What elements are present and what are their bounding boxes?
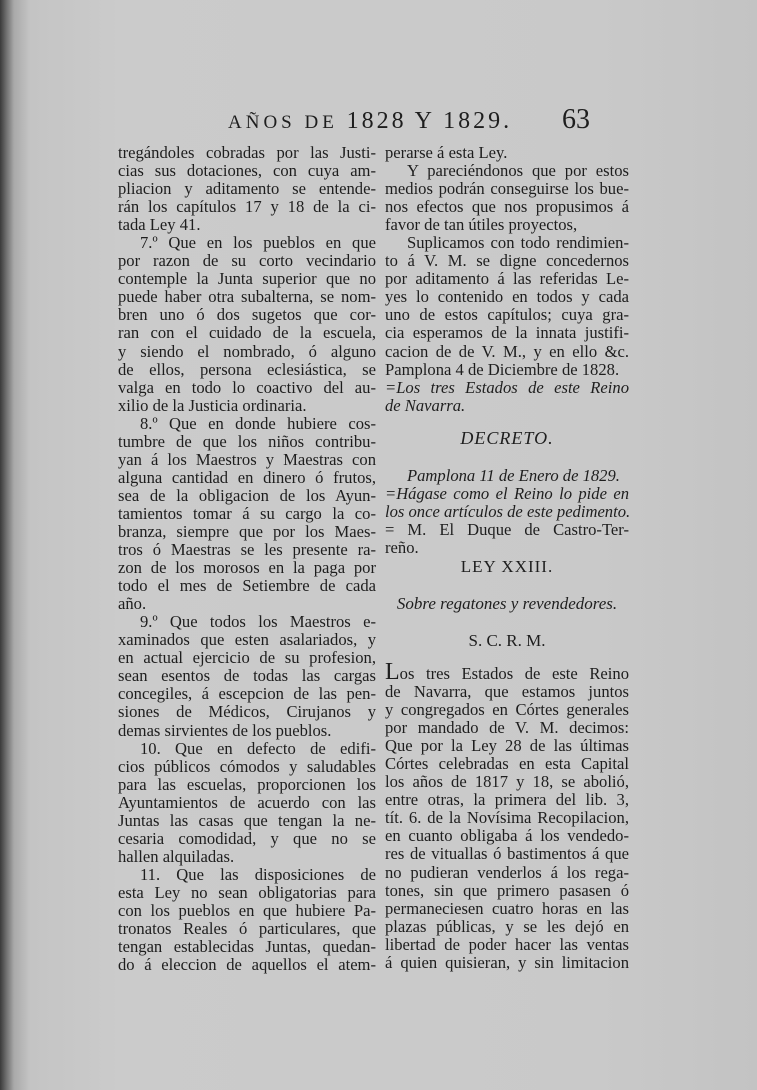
text-line: año. [118, 594, 147, 614]
running-title-words: AÑOS DE [228, 112, 347, 133]
text-line: sea de la obligacion de los Ayun- [118, 485, 376, 505]
text-line: con los pueblos en que hubiere Pa- [118, 900, 376, 920]
text-line: cia esperamos de la innata justifi- [385, 323, 629, 343]
text-line: tada Ley 41. [118, 215, 201, 235]
salutation: S. C. R. M. [468, 631, 546, 650]
text-line: reño. [385, 538, 419, 558]
text-line: yan á los Maestros y Maestras con [118, 449, 376, 469]
text-line: cios públicos cómodos y saludables [118, 756, 376, 776]
text-line: alguna cantidad en dinero ó frutos, [118, 467, 376, 487]
text-line: en cuanto obligaba á los vendedo- [385, 826, 629, 846]
text-line: tengan establecidas Juntas, quedan- [118, 937, 376, 957]
text-line: los once artículos de este pedimento. [385, 502, 631, 522]
text-line: de Navarra. [385, 395, 466, 415]
law-subtitle: Sobre regatones y revendedores. [396, 594, 618, 613]
text-line: en actual ejercicio de su profesion, [118, 648, 376, 668]
text-line: y congregados en Córtes generales [385, 700, 629, 720]
text-line: Pamplona 4 de Diciembre de 1828. [385, 359, 620, 379]
text-line: Juntas las casas que tengan la ne- [118, 810, 376, 830]
text-line: rán los capítulos 17 y 18 de la ci- [118, 197, 376, 217]
left-column [118, 144, 376, 974]
text-line: cacion de de V. M., y en ello &c. [385, 341, 629, 361]
text-line: siones de Médicos, Cirujanos y [118, 702, 376, 722]
text-line: Ayuntamientos de acuerdo con las [118, 792, 376, 812]
text-line: zon de los morosos en la paga por [118, 558, 376, 578]
right-column-petition [385, 144, 629, 415]
text-line: los años de 1817 y 18, se abolió, [385, 772, 629, 792]
decree-text [385, 467, 629, 557]
text-line: medios podrán conseguirse los bue- [385, 179, 629, 199]
text-line: cias sus dotaciones, con cuya am- [118, 161, 376, 181]
text-line: libertad de poder hacer las ventas [385, 934, 629, 954]
text-line: tones, sin que primero pasasen ó [385, 880, 629, 900]
text-line: 7.º Que en los pueblos en que [140, 233, 376, 253]
text-line: de ellos, persona eclesiástica, se [118, 359, 376, 379]
text-line: xilio de la Justicia ordinaria. [118, 395, 307, 415]
text-line: 9.º Que todos los Maestros e- [140, 612, 376, 632]
drop-cap: L [385, 659, 400, 685]
text-line: tregándoles cobradas por las Justi- [118, 143, 376, 162]
text-line: 11. Que las disposiciones de [140, 864, 376, 884]
text-line: yes lo contenido en todos y cada [385, 287, 629, 307]
text-line: xaminados que esten asalariados, y [118, 630, 376, 650]
text-line: de Navarra, que estamos juntos [385, 682, 629, 702]
text-line: branza, siempre que por los Maes- [118, 521, 376, 541]
text-line: 10. Que en defecto de edifi- [140, 738, 376, 758]
text-line: Y pareciéndonos que por estos [407, 161, 629, 181]
text-line: tamientos tomar á su cargo la co- [118, 503, 376, 523]
text-line: no pudieran venderlos á los rega- [385, 862, 629, 882]
page-number: 63 [562, 104, 590, 135]
text-line: para las escuelas, proporcionen los [118, 774, 376, 794]
text-line: uno de estos capítulos; cuya gra- [385, 305, 629, 325]
text-line: =Los tres Estados de este Reino [385, 377, 629, 397]
text-line: tít. 6. de la Novísima Recopilacion, [385, 808, 629, 828]
text-line: valga en todo lo coactivo del au- [118, 377, 376, 397]
text-line: = M. El Duque de Castro-Ter- [385, 520, 629, 540]
text-line: hallen alquiladas. [118, 846, 235, 866]
text-line: do á eleccion de aquellos el atem- [118, 955, 376, 975]
text-line: sean esentos de todas las cargas [118, 666, 376, 686]
text-line: concegiles, á escepcion de las pen- [118, 684, 376, 704]
text-line: tros ó Maestras se les presente ra- [118, 540, 376, 560]
text-line: por mandado de V. M. decimos: [385, 718, 629, 738]
text-line: demas sirvientes de los pueblos. [118, 720, 332, 740]
text-line: contemple la Junta superior que no [118, 269, 376, 289]
text-line: puede haber otra subalterna, se nom- [118, 287, 376, 307]
text-line: y siendo el nombrado, ó alguno [118, 341, 376, 361]
text-line [385, 659, 629, 685]
text-line: pliacion y aditamento se entende- [118, 179, 376, 199]
running-header [228, 108, 512, 135]
text-line: por aditamento á las referidas Le- [385, 269, 629, 289]
running-title-years: 1828 Y 1829. [346, 108, 513, 134]
text-line: Que por la Ley 28 de las últimas [385, 736, 629, 756]
text-line: plazas públicas, y se les dejó en [385, 916, 629, 936]
text-line: Córtes celebradas en esta Capital [385, 754, 629, 774]
text-line: por razon de su corto vecindario [118, 251, 376, 271]
text-line: tronatos Reales ó particulares, que [118, 919, 376, 939]
text-line: perarse á esta Ley. [385, 143, 508, 162]
text-line: permaneciesen cuatro horas en las [385, 898, 629, 918]
first-line-rest: os tres Estados de este Reino [399, 664, 629, 683]
text-line: favor de tan útiles proyectos, [385, 215, 578, 235]
law-title: LEY XXIII. [460, 557, 554, 576]
text-line: esta Ley no sean obligatorias para [118, 882, 376, 902]
text-line: bren uno ó dos sugetos que cor- [118, 305, 376, 325]
text-line: Pamplona 11 de Enero de 1829. [407, 466, 620, 485]
law-body [385, 659, 629, 972]
text-line: cesaria comodidad, y que no se [118, 828, 376, 848]
text-line: todo el mes de Setiembre de cada [118, 576, 376, 596]
text-line: tumbre de que los niños contribu- [118, 431, 376, 451]
text-line: entre otras, la primera del lib. 3, [385, 790, 629, 810]
decree-title: DECRETO. [460, 428, 554, 448]
text-line: =Hágase como el Reino lo pide en [385, 484, 629, 504]
text-line: res de vituallas ó bastimentos á que [385, 844, 629, 864]
text-line: ran con el cuidado de la escuela, [118, 323, 376, 343]
text-line: nos efectos que nos propusimos á [385, 197, 629, 217]
text-line: to á V. M. se digne concedernos [385, 251, 629, 271]
text-line: á quien quisieran, y sin limitacion [385, 952, 629, 972]
text-line: 8.º Que en donde hubiere cos- [140, 413, 376, 433]
text-line: Suplicamos con todo rendimien- [407, 233, 629, 253]
